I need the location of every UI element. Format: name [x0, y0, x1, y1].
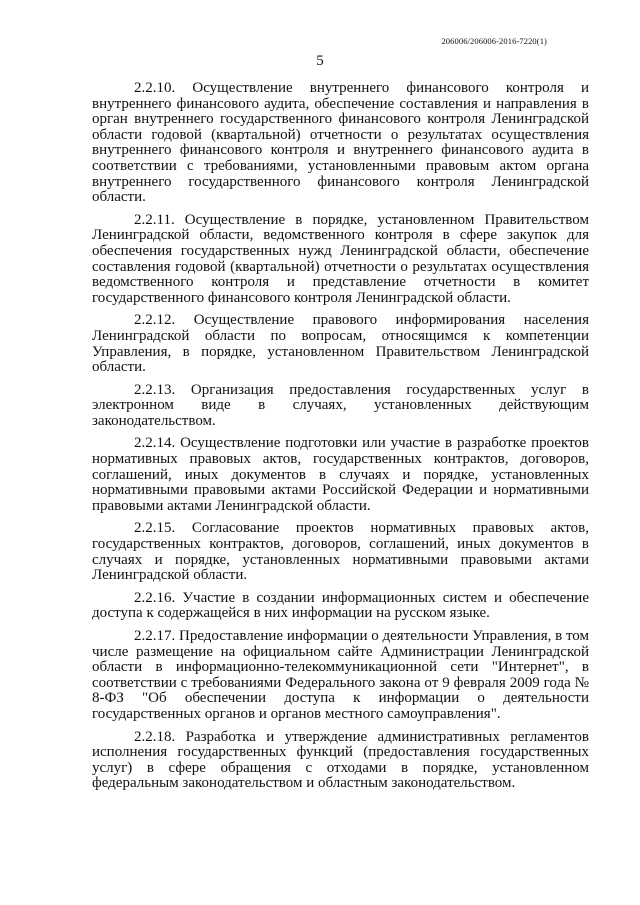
paragraph-2-2-14: 2.2.14. Осуществление подготовки или участие в разработке проектов нормативных правовых актов, государственных контрактов, договоров, соглашений, иных документов в случаях и порядке, установленных нормативными правовыми актами Российской Федерации и нормативными правовыми актами Ленинградской области.	[92, 435, 589, 514]
paragraph-2-2-17: 2.2.17. Предоставление информации о деятельности Управления, в том числе размещение на официальном сайте Администрации Ленинградской области в информационно-телекоммуникационной сети "Интернет", в соответствии с требованиями Федерального закона от 9 февраля 2009 года № 8-ФЗ "Об обеспечении доступа к информации о деятельности государственных органов и органов местного самоуправления".	[92, 628, 590, 722]
paragraph-2-2-10: 2.2.10. Осуществление внутреннего финансового контроля и внутреннего финансового аудита, обеспечение составления и направления в орган внутреннего государственного финансового контроля Ленинградской области годовой (квартальной) отчетности о результатах осуществления внутреннего финансового контроля и внутреннего финансового аудита в соответствии с требованиями, установленными правовым актом органа внутреннего государственного финансового контроля Ленинградской области.	[92, 80, 589, 206]
paragraph-2-2-15: 2.2.15. Согласование проектов нормативных правовых актов, государственных контрактов, договоров, соглашений, иных документов в случаях и порядке, установленных нормативными правовыми актами Ленинградской области.	[92, 520, 589, 584]
paragraph-2-2-13: 2.2.13. Организация предоставления государственных услуг в электронном виде в случаях, установленных действующим законодательством.	[92, 381, 589, 429]
page-number: 5	[316, 53, 324, 69]
paragraph-2-2-12: 2.2.12. Осуществление правового информирования населения Ленинградской области по вопросам, относящимся к компетенции Управления, в порядке, установленном Правительством Ленинградской области.	[92, 312, 589, 376]
paragraph-2-2-11: 2.2.11. Осуществление в порядке, установленном Правительством Ленинградской области, ведомственного контроля в сфере закупок для обеспечения государственных нужд Ленинградской области, обеспечение составления годовой (квартальной) отчетности о результатах осуществления ведомственного контроля и представление отчетности в комитет государственного финансового контроля Ленинградской области.	[92, 211, 589, 306]
paragraph-2-2-16: 2.2.16. Участие в создании информационных систем и обеспечение доступа к содержащейся в них информации на русском языке.	[92, 589, 589, 622]
document-body	[92, 81, 589, 799]
paragraph-2-2-18: 2.2.18. Разработка и утверждение административных регламентов исполнения государственных функций (предоставления государственных услуг) в сфере обращения с отходами в порядке, установленном федеральным законодательством и областным законодательством.	[92, 728, 589, 792]
document-id: 206006/206006-2016-7220(1)	[441, 36, 547, 46]
